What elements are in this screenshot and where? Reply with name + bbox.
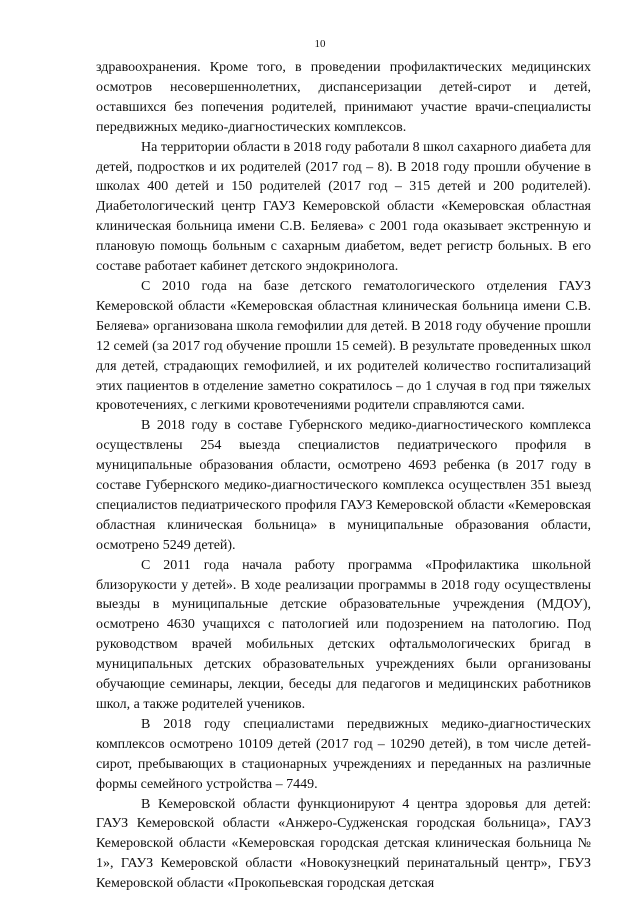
paragraph-hemophilia-school: С 2010 года на базе детского гематологического отделения ГАУЗ Кемеровской области «Кемеровская областная клиническая больница имени С.В. Беляева» организована школа гемофилии для детей. В 2018 году обучение прошли 12 семей (за 2017 год обучение прошли 15 семей). В результате проведенных школ для детей, страдающих гемофилией, и их родителей количество госпитализаций этих пациентов в отделение заметно сократилось – до 1 случая в год при тяжелых кровотечениях, с легкими кровотечениями родители справляются сами. (96, 278, 591, 414)
paragraph-health-centers: В Кемеровской области функционируют 4 центра здоровья для детей: ГАУЗ Кемеровской области «Анжеро-Судженская городская больница», ГАУЗ Кемеровской области «Кемеровская городская детская клиническая больница № 1», ГАУЗ Кемеровской области «Новокузнецкий перинатальный центр», ГБУЗ Кемеровской области «Прокопьевская городская детская (96, 796, 591, 892)
page-number: 10 (314, 38, 326, 50)
paragraph-myopia-program: С 2011 года начала работу программа «Профилактика школьной близорукости у детей». В ходе реализации программы в 2018 году осуществлены выезды в муниципальные детские образовательные учреждения (МДОУ), осмотрено 4630 учащихся с патологией или подозрением на патологию. Под руководством врачей мобильных детских офтальмологических бригад в муниципальных детских образовательных учреждениях были организованы обучающие семинары, лекции, беседы для педагогов и медицинских работников школ, а также родителей учеников. (96, 557, 591, 712)
paragraph-medical-complex-visits: В 2018 году в составе Губернского медико-диагностического комплекса осуществлены 254 выезда специалистов педиатрического профиля в муниципальные образования области, осмотрено 4693 ребенка (в 2017 году в составе Губернского медико-диагностического комплекса осуществлен 351 выезд специалистов педиатрического профиля ГАУЗ Кемеровской области «Кемеровская областная клиническая больница» в муниципальные образования области, осмотрено 5249 детей). (96, 418, 591, 553)
document-body (96, 58, 591, 894)
paragraph-diabetes-schools: На территории области в 2018 году работали 8 школ сахарного диабета для детей, подростков и их родителей (2017 год – 8). В 2018 году прошли обучение в школах 400 детей и 150 родителей (2017 год – 315 детей и 200 родителей). Диабетологический центр ГАУЗ Кемеровской области «Кемеровская областная клиническая больница имени С.В. Беляева» с 2001 года оказывает экстренную и плановую помощь больным с сахарным диабетом, ведет регистр больных. В его составе работает кабинет детского эндокринолога. (96, 139, 591, 275)
paragraph-children-examined: В 2018 году специалистами передвижных медико-диагностических комплексов осмотрено 10109 детей (2017 год – 10290 детей), в том числе детей-сирот, пребывающих в стационарных учреждениях и переданных на различные формы семейного устройства – 7449. (96, 716, 591, 792)
paragraph-continuation: здравоохранения. Кроме того, в проведении профилактических медицинских осмотров несовершеннолетних, диспансеризации детей-сирот и детей, оставшихся без попечения родителей, принимают участие врачи-специалисты передвижных медико-диагностических комплексов. (96, 60, 591, 135)
